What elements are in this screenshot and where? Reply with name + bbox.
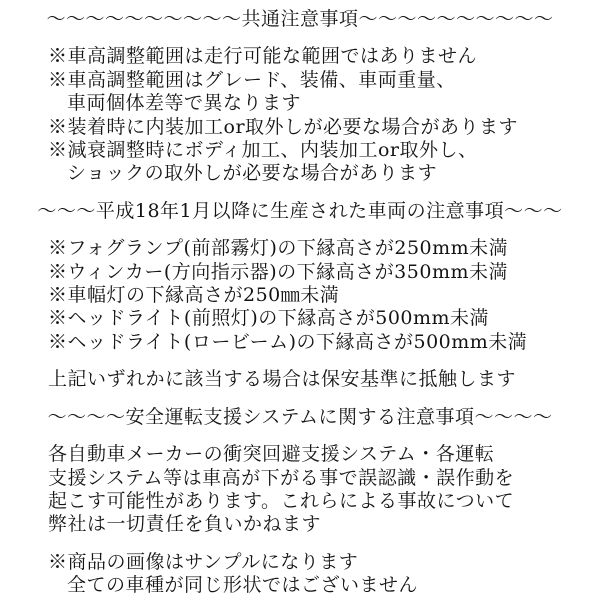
notice-line-continuation: 車両個体差等で異なります	[67, 92, 302, 115]
blank-line	[0, 392, 600, 406]
section-heading-common: ～～～～～～～～～～共通注意事項～～～～～～～～～～	[46, 8, 554, 30]
notice-line: ※車高調整範囲は走行可能な範囲ではありません	[48, 45, 478, 68]
blank-line	[0, 31, 600, 45]
section-heading-lamp-height: ～～～平成18年1月以降に生産された車両の注意事項～～～	[37, 199, 563, 222]
notice-line: ※車高調整範囲はグレード、装備、車両重量、	[48, 68, 456, 91]
section-product-image-disclaimer	[0, 551, 600, 598]
notice-line: ※商品の画像はサンプルになります	[48, 550, 359, 573]
notice-line-safety-standard: 上記いずれかに該当する場合は保安基準に抵触します	[48, 368, 517, 391]
section-heading-driver-assist: ～～～～安全運転支援システムに関する注意事項～～～～	[47, 405, 553, 428]
blank-line	[0, 186, 600, 200]
notice-line: ※車幅灯の下縁高さが250㎜未満	[48, 284, 340, 307]
section-driver-assist-systems	[0, 406, 600, 537]
section-common-notes	[0, 8, 600, 186]
notice-line: ※ヘッドライト(ロービーム)の下縁高さが500mm未満	[48, 330, 528, 353]
blank-line	[0, 537, 600, 551]
section-post-heisei18-vehicles	[0, 200, 600, 392]
notice-line: 起こす可能性があります。これらによる事故について	[48, 489, 515, 512]
notice-line: ※ウィンカー(方向指示器)の下縁高さが350mm未満	[48, 260, 508, 283]
notice-line: 支援システム等は車高が下がる事で誤認識・誤作動を	[48, 466, 515, 489]
notice-line-continuation: ショックの取外しが必要な場合があります	[67, 162, 438, 185]
notice-line: ※装着時に内装加工or取外しが必要な場合があります	[48, 115, 519, 138]
blank-line	[0, 223, 600, 237]
blank-line	[0, 429, 600, 443]
notice-line: 各自動車メーカーの衝突回避支援システム・各運転	[48, 443, 495, 466]
blank-line	[0, 354, 600, 368]
notice-line: ※減衰調整時にボディ加工、内装加工or取外し、	[48, 139, 478, 162]
notice-line: ※フォグランプ(前部霧灯)の下縁高さが250mm未満	[48, 237, 509, 260]
notice-line: ※ヘッドライト(前照灯)の下縁高さが500mm未満	[48, 307, 490, 330]
notice-line-continuation: 全ての車種が同じ形状ではございません	[67, 574, 419, 597]
notice-line: 弊社は一切責任を負いかねます	[48, 513, 322, 536]
